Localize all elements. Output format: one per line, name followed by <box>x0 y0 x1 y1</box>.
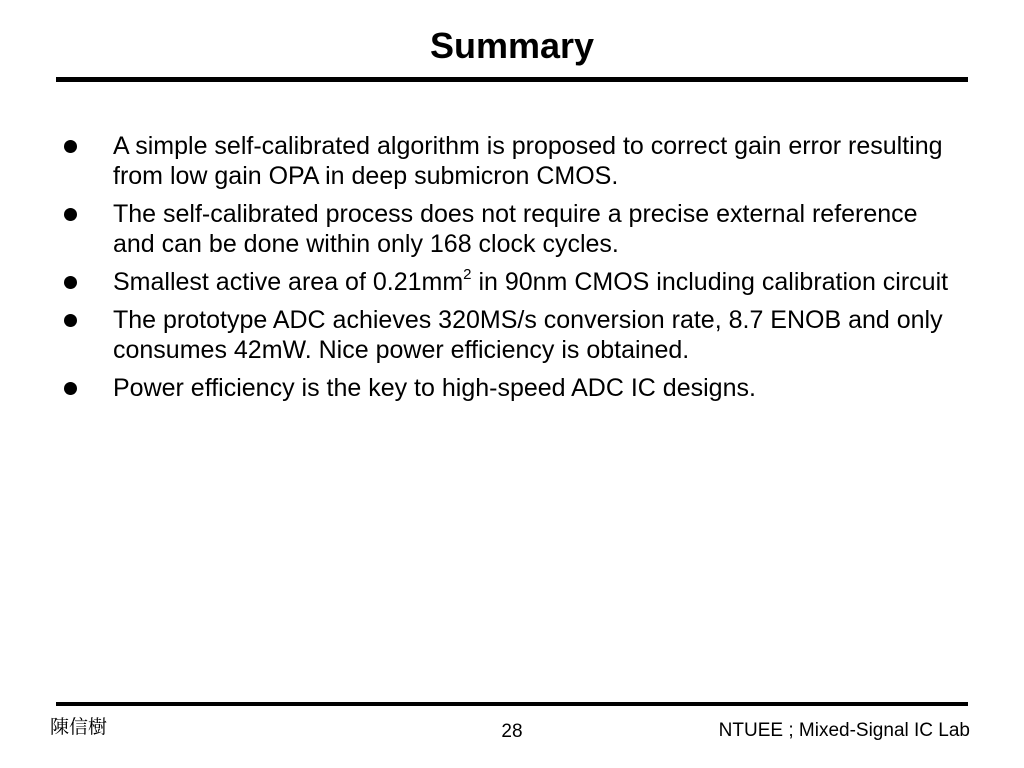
bullet-item <box>62 199 962 259</box>
bullet-text-part: in 90nm CMOS including calibration circuit <box>471 268 949 296</box>
superscript: 2 <box>463 265 472 283</box>
bullet-dot-icon <box>64 382 77 395</box>
bullet-text: The self-calibrated process does not require a precise external reference and can be done within only 168 clock cycles. <box>113 200 918 258</box>
bullet-dot-icon <box>64 208 77 221</box>
bullet-text-part: Smallest active area of 0.21mm <box>113 268 464 296</box>
bullet-item <box>62 373 962 403</box>
bullet-text: A simple self-calibrated algorithm is proposed to correct gain error resulting from low gain OPA in deep submicron CMOS. <box>113 132 943 190</box>
page-number: 28 <box>501 721 523 742</box>
summary-bullet-list <box>62 131 962 411</box>
bullet-text <box>113 265 949 296</box>
bullet-text: Power efficiency is the key to high-speed ADC IC designs. <box>113 374 756 402</box>
title-divider <box>56 77 968 82</box>
slide-title: Summary <box>429 25 595 66</box>
bullet-item <box>62 131 962 191</box>
bullet-dot-icon <box>64 276 77 289</box>
bullet-dot-icon <box>64 140 77 153</box>
footer-author: 陳信樹 <box>50 717 108 738</box>
bullet-item <box>62 267 962 297</box>
bullet-text: The prototype ADC achieves 320MS/s conversion rate, 8.7 ENOB and only consumes 42mW. Nice power efficiency is obtained. <box>113 306 943 364</box>
footer-divider <box>56 702 968 706</box>
bullet-item <box>62 305 962 365</box>
footer-lab-name: NTUEE ; Mixed-Signal IC Lab <box>718 720 970 741</box>
bullet-dot-icon <box>64 314 77 327</box>
